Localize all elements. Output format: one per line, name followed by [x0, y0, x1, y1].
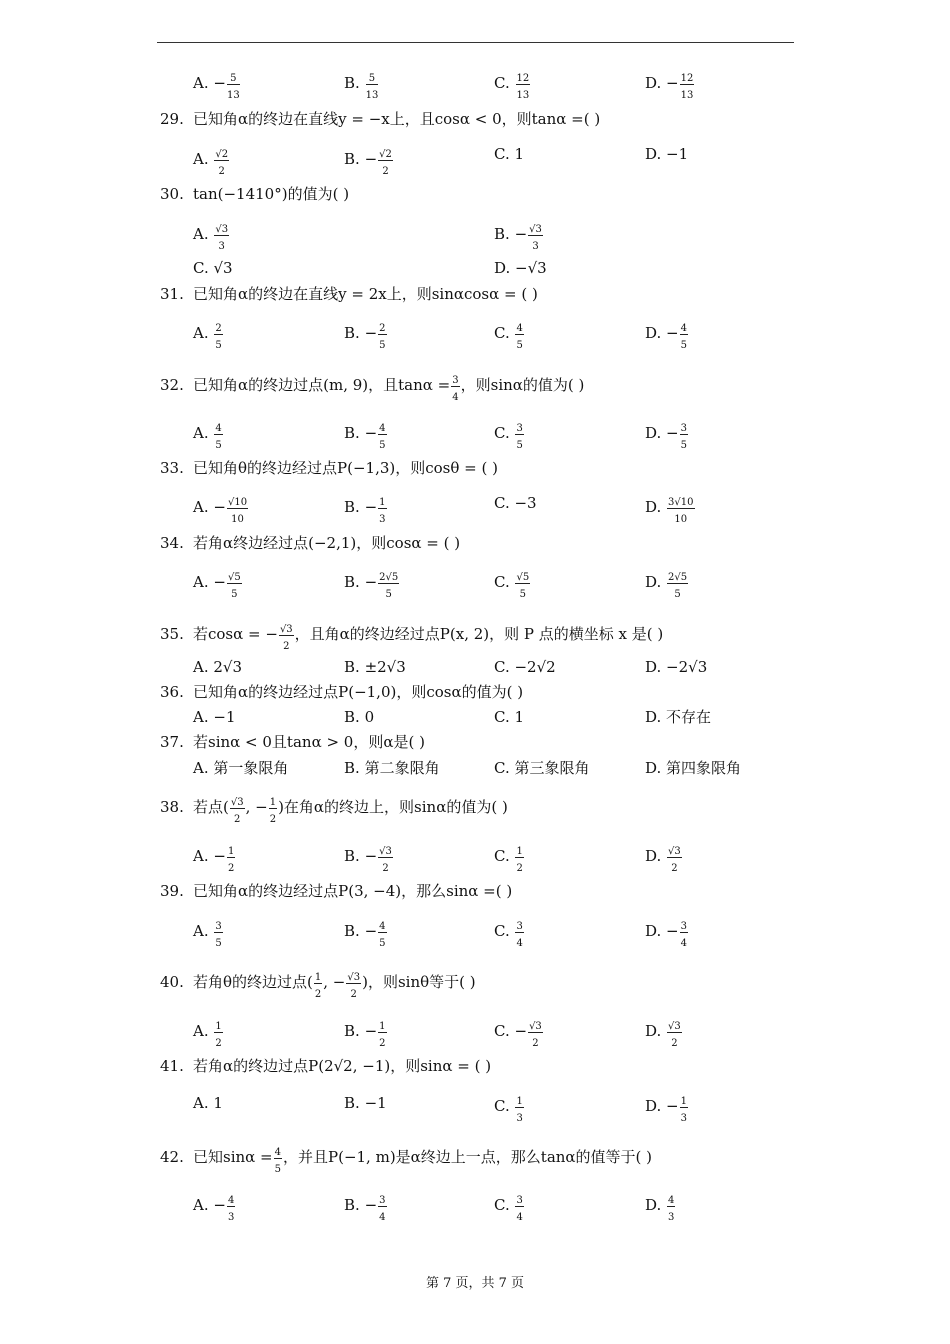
option-c: C. −2√2 [494, 658, 556, 676]
question-32: 32. 已知角α的终边过点(m, 9)，且tanα = $\frac{3}{4}$ ，则sinα的值为( ) [160, 375, 585, 403]
option-d: D. 不存在 [645, 708, 712, 726]
option-d: D. $\frac{√3}{2}$ [645, 1021, 681, 1049]
option-b: B. 0 [344, 708, 375, 726]
option-b: B. − $\frac{1}{2}$ [344, 1021, 386, 1049]
question-42: 42. 已知sinα = $\frac{4}{5}$ ，并且P(−1, m)是α终边上一点，那么tanα的值等于( ) [160, 1147, 653, 1175]
option-b: B. $\frac{5}{13}$ [344, 73, 379, 101]
option-a: A. − $\frac{√10}{10}$ [193, 497, 248, 525]
page-footer: 第 7 页，共 7 页 [425, 1276, 525, 1291]
option-d: D. − $\frac{3}{5}$ [645, 423, 687, 451]
question-39: 39. 已知角α的终边经过点P(3, −4)，那么sinα =( ) [160, 882, 513, 900]
option-d: D. $\frac{3√10}{10}$ [645, 497, 694, 525]
question-41: 41. 若角α的终边过点P(2√2, −1)，则sinα = ( ) [160, 1057, 492, 1075]
option-a: A. 第一象限角 [193, 759, 289, 777]
question-36: 36. 已知角α的终边经过点P(−1,0)，则cosα的值为( ) [160, 683, 524, 701]
option-c: C. √3 [193, 259, 233, 277]
header-rule [157, 42, 794, 43]
question-31: 31. 已知角α的终边在直线y = 2x上，则sinαcosα = ( ) [160, 285, 538, 303]
option-c: C. $\frac{1}{2}$ [494, 846, 523, 874]
option-a: A. $\frac{2}{5}$ [193, 323, 222, 351]
fraction: $\frac{5}{13}$ [226, 73, 240, 101]
fraction: $\frac{12}{13}$ [680, 73, 694, 101]
option-c: C. $\frac{3}{5}$ [494, 423, 523, 451]
option-b: B. 第二象限角 [344, 759, 440, 777]
question-40: 40. 若角θ的终边过点( $\frac{1}{2}$ , − $\frac{√3}{2}$ )，则sinθ等于( ) [160, 972, 476, 1000]
fraction: $\frac{12}{13}$ [516, 73, 530, 101]
option-c: C. $\frac{√5}{5}$ [494, 572, 530, 600]
option-c: C. $\frac{1}{3}$ [494, 1096, 523, 1124]
question-34: 34. 若角α终边经过点(−2,1)，则cosα = ( ) [160, 534, 461, 552]
option-c: C. − $\frac{√3}{2}$ [494, 1021, 542, 1049]
option-b: B. − $\frac{4}{5}$ [344, 921, 386, 949]
option-b: B. − $\frac{√3}{3}$ [494, 224, 542, 252]
option-d: D. − $\frac{3}{4}$ [645, 921, 687, 949]
option-c: C. 第三象限角 [494, 759, 590, 777]
option-c: C. $\frac{12}{13}$ [494, 73, 530, 101]
option-d: D. $\frac{√3}{2}$ [645, 846, 681, 874]
option-d: D. − $\frac{12}{13}$ [645, 73, 694, 101]
question-38: 38. 若点( $\frac{√3}{2}$ , − $\frac{1}{2}$ )在角α的终边上，则sinα的值为( ) [160, 797, 508, 825]
option-a: A. $\frac{1}{2}$ [193, 1021, 222, 1049]
option-b: B. − $\frac{3}{4}$ [344, 1195, 386, 1223]
option-a: A. − $\frac{√5}{5}$ [193, 572, 241, 600]
option-b: B. − $\frac{4}{5}$ [344, 423, 386, 451]
option-a: A. − $\frac{4}{3}$ [193, 1195, 235, 1223]
option-a: A. $\frac{√2}{2}$ [193, 149, 229, 177]
option-b: B. ±2√3 [344, 658, 406, 676]
option-b: B. − $\frac{2√5}{5}$ [344, 572, 399, 600]
question-37: 37. 若sinα < 0且tanα > 0，则α是( ) [160, 733, 425, 751]
option-c: C. 1 [494, 708, 525, 726]
option-d: D. −2√3 [645, 658, 708, 676]
fraction: $\frac{5}{13}$ [365, 73, 379, 101]
option-d: D. −1 [645, 145, 689, 163]
option-a: A. −1 [193, 708, 236, 726]
option-b: B. − $\frac{1}{3}$ [344, 497, 386, 525]
option-b: B. − $\frac{√2}{2}$ [344, 149, 392, 177]
option-a: A. $\frac{√3}{3}$ [193, 224, 229, 252]
option-b: B. − $\frac{2}{5}$ [344, 323, 386, 351]
question-29: 29. 已知角α的终边在直线y = −x上，且cosα < 0，则tanα =( ) [160, 110, 601, 128]
question-33: 33. 已知角θ的终边经过点P(−1,3)，则cosθ = ( ) [160, 459, 498, 477]
option-d: D. $\frac{2√5}{5}$ [645, 572, 688, 600]
option-b: B. −1 [344, 1094, 387, 1112]
option-a: A. $\frac{3}{5}$ [193, 921, 222, 949]
option-c: C. 1 [494, 145, 525, 163]
question-35: 35. 若cosα = − $\frac{√3}{2}$ ，且角α的终边经过点P(x, 2)，则 P 点的横坐标 x 是( ) [160, 624, 664, 652]
option-a: A. 2√3 [193, 658, 243, 676]
option-c: C. −3 [494, 494, 537, 512]
option-c: C. $\frac{3}{4}$ [494, 921, 523, 949]
option-d: D. −√3 [494, 259, 547, 277]
option-d: D. − $\frac{1}{3}$ [645, 1096, 687, 1124]
option-a: A. − $\frac{5}{13}$ [193, 73, 240, 101]
option-c: C. $\frac{3}{4}$ [494, 1195, 523, 1223]
option-a: A. $\frac{4}{5}$ [193, 423, 222, 451]
option-a: A. − $\frac{1}{2}$ [193, 846, 235, 874]
option-a: A. 1 [193, 1094, 223, 1112]
option-b: B. − $\frac{√3}{2}$ [344, 846, 392, 874]
question-30: 30. tan(−1410°)的值为( ) [160, 185, 350, 203]
option-d: D. 第四象限角 [645, 759, 742, 777]
option-c: C. $\frac{4}{5}$ [494, 323, 523, 351]
option-d: D. − $\frac{4}{5}$ [645, 323, 687, 351]
option-d: D. $\frac{4}{3}$ [645, 1195, 675, 1223]
